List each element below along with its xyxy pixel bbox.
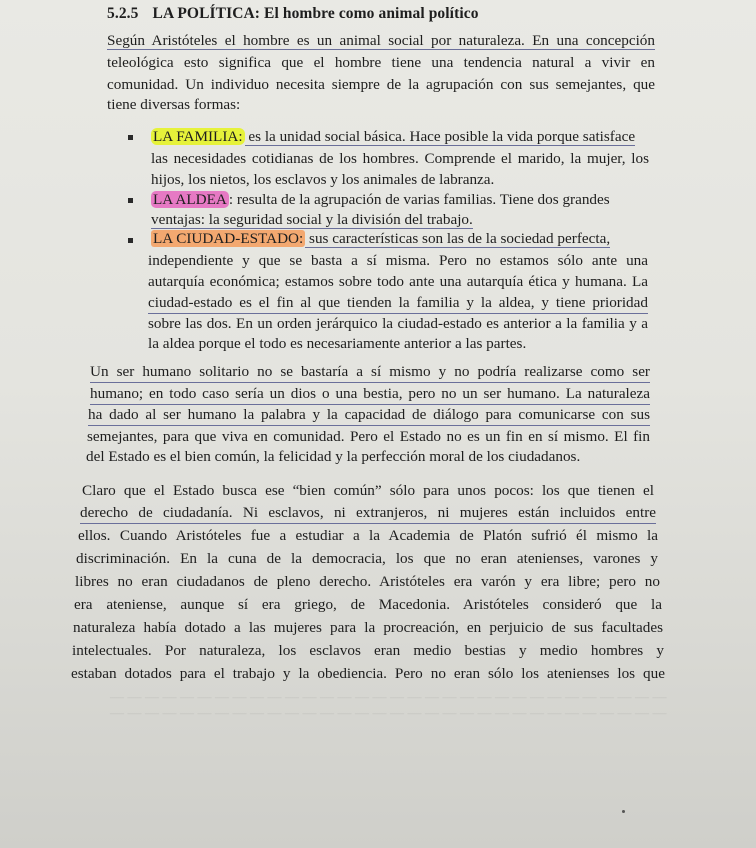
text-line xyxy=(90,362,650,383)
underlined-text: ciudad-estado es el fin al que tienden la familia y la aldea, y tiene prioridad xyxy=(148,293,648,314)
text-line: la aldea porque el todo es necesariamente anterior a las partes. xyxy=(148,335,527,352)
text-line: era ateniense, aunque sí era griego, de Macedonia. Aristóteles consideró que la xyxy=(74,596,662,613)
text-line: autarquía económica; estamos sobre todo ante una autarquía ética y humana. La xyxy=(148,273,648,290)
text-line: tiene diversas formas: xyxy=(107,96,241,113)
text-line: del Estado es el bien común, la felicidad y la perfección moral de los ciudadanos. xyxy=(86,448,581,465)
text-line: independiente y que se basta a sí misma. Pero no estamos sólo ante una xyxy=(148,252,648,269)
text-line: hijos, los nietos, los esclavos y los animales de labranza. xyxy=(151,171,495,188)
text-line: naturaleza había dotado a las mujeres para la procreación, en perjuicio de sus facultades xyxy=(73,619,663,636)
square-bullet-icon xyxy=(128,198,133,203)
highlighted-term: LA ALDEA xyxy=(153,191,227,208)
text-line: teleológica esto significa que el hombre tiene una tendencia natural a vivir en xyxy=(107,54,655,71)
underlined-text: humano; en todo caso sería un dios o una bestia, pero no un ser humano. La naturaleza xyxy=(90,384,650,405)
text-line: intelectuales. Por naturaleza, los esclavos eran medio bestias y medio hombres y xyxy=(72,642,664,659)
text-line: sobre las dos. En un orden jerárquico la ciudad-estado es anterior a la familia y a xyxy=(148,315,648,332)
text-line: las necesidades cotidianas de los hombres. Comprende el marido, la mujer, los xyxy=(151,150,649,167)
text-line xyxy=(80,503,656,524)
text-line xyxy=(107,31,655,51)
bleed-through-text: — — — — — — — — — — — — — — — — — — — — — — — — — — — — — — — — xyxy=(110,690,667,705)
underlined-text: Un ser humano solitario no se bastaría a sí mismo y no podría realizarse como ser xyxy=(90,362,650,383)
text-line: comunidad. Un individuo necesita siempre de la agrupación con sus semejantes, que xyxy=(107,76,655,93)
underlined-text: Según Aristóteles el hombre es un animal social por naturaleza. En una concepción xyxy=(107,32,655,49)
text-line: estaban dotados para el trabajo y la obediencia. Pero no eran sólo los atenienses los que xyxy=(71,665,665,682)
text-line xyxy=(151,229,649,249)
text-line xyxy=(88,405,650,426)
underlined-text: es la unidad social básica. Hace posible la vida porque satisface xyxy=(244,128,636,145)
text-line xyxy=(90,384,650,405)
highlighted-term: LA CIUDAD-ESTADO: xyxy=(153,230,304,247)
square-bullet-icon xyxy=(128,238,133,243)
underlined-text: derecho de ciudadanía. Ni esclavos, ni extranjeros, ni mujeres están incluidos entre xyxy=(80,503,656,524)
text-line xyxy=(151,210,473,230)
text-line xyxy=(151,190,649,210)
section-number: 5.2.5 xyxy=(107,5,139,22)
section-heading xyxy=(107,5,479,23)
bleed-through-text: — — — — — — — — — — — — — — — — — — — — — — — — — — — — — — — — xyxy=(110,706,667,721)
underlined-text: ventajas: la seguridad social y la división del trabajo. xyxy=(151,211,473,228)
text-line xyxy=(148,293,648,314)
square-bullet-icon xyxy=(128,135,133,140)
underlined-text: sus características son las de la sociedad perfecta, xyxy=(305,230,611,247)
text-line: Claro que el Estado busca ese “bien común” sólo para unos pocos: los que tienen el xyxy=(82,482,654,499)
text-line: semejantes, para que viva en comunidad. Pero el Estado no es un fin en sí mismo. El fin xyxy=(87,428,650,445)
highlighted-term: LA FAMILIA: xyxy=(153,128,243,145)
underlined-text: ha dado al ser humano la palabra y la capacidad de diálogo para comunicarse con sus xyxy=(88,405,650,426)
section-title: LA POLÍTICA: El hombre como animal político xyxy=(152,5,479,22)
text-line: libres no eran ciudadanos de pleno derecho. Aristóteles era varón y era libre; pero no xyxy=(75,573,660,590)
text-line xyxy=(151,127,649,147)
text-fragment: : resulta de la agrupación de varias familias. Tiene dos grandes xyxy=(228,191,610,208)
paper-speck xyxy=(622,810,625,813)
text-line: ellos. Cuando Aristóteles fue a estudiar a la Academia de Platón sufrió él mismo la xyxy=(78,527,658,544)
text-line: discriminación. En la cuna de la democracia, los que no eran atenienses, varones y xyxy=(76,550,658,567)
